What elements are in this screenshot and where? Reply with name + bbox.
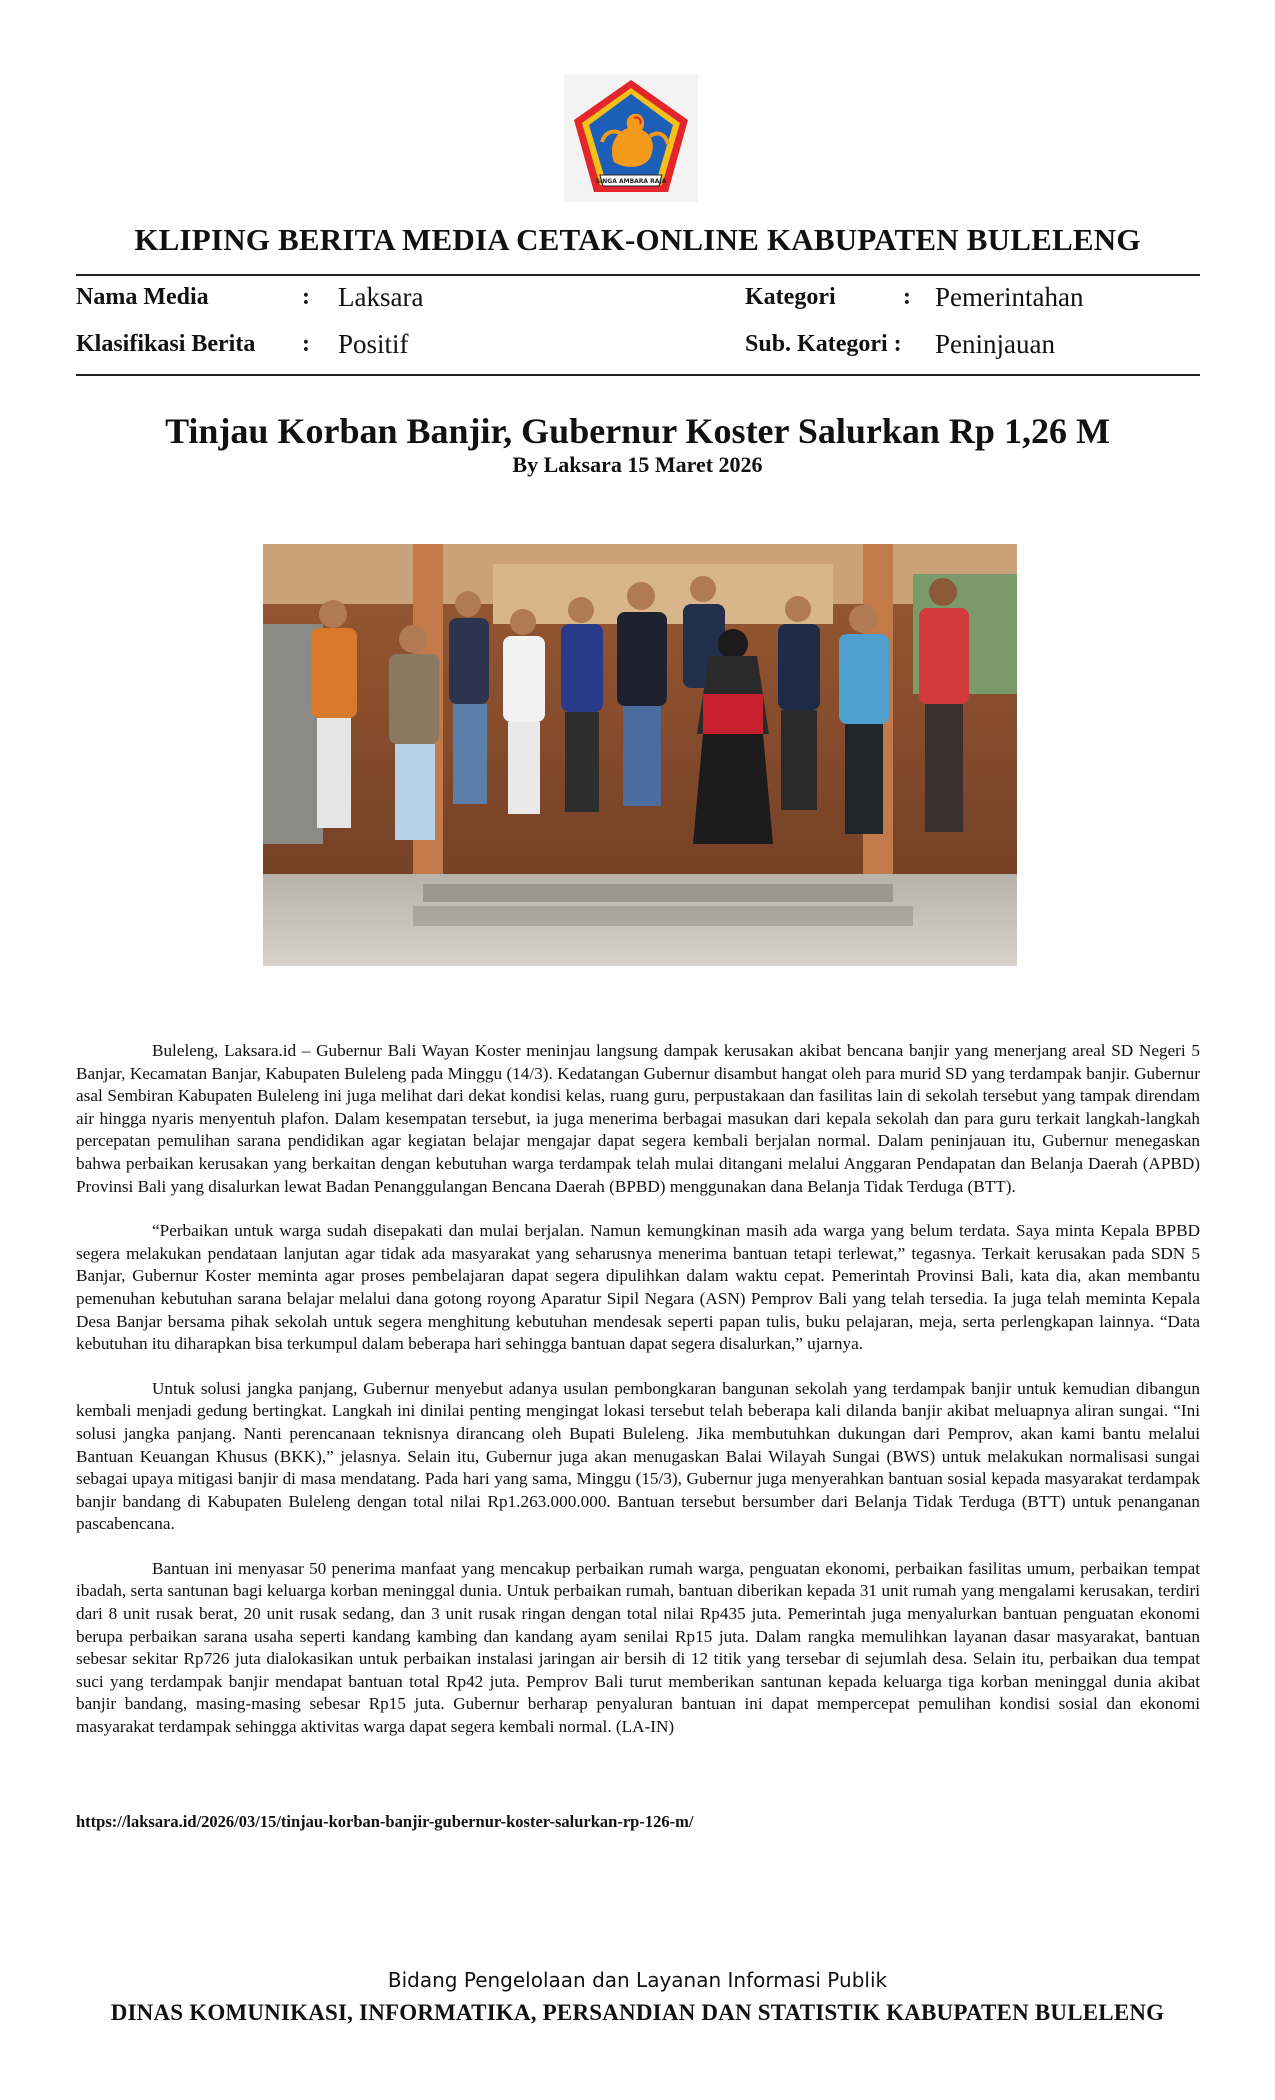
article-paragraph-3: Untuk solusi jangka panjang, Gubernur menyebut adanya usulan pembongkaran bangunan sekolah yang terdampak banjir untuk kemudian dibangun kembali menjadi gedung bertingkat. Langkah ini dinilai penting mengingat lokasi tersebut telah beberapa kali dilanda banjir akibat meluapnya aliran sungai. “Ini solusi jangka panjang. Nanti perencanaan teknisnya dirancang oleh Bupati Buleleng. Jika membutuhkan dukungan dari Pemprov, akan kami bantu melalui Bantuan Keuangan Khusus (BKK),” jelasnya. Selain itu, Gubernur juga akan menugaskan Balai Wilayah Sungai (BWS) untuk melakukan normalisasi sungai sebagai upaya mitigasi banjir di masa mendatang. Pada hari yang sama, Minggu (15/3), Gubernur juga menyerahkan bantuan sosial kepada masyarakat terdampak banjir bandang di Kabupaten Buleleng dengan total nilai Rp1.263.000.000. Bantuan tersebut bersumber dari Belanja Tidak Terduga (BTT) untuk penanganan pascabencana. (76, 1378, 1200, 1534)
article-byline: By Laksara 15 Maret 2026 (512, 452, 763, 477)
clipping-title: KLIPING BERITA MEDIA CETAK-ONLINE KABUPATEN BULELENG (134, 222, 1141, 257)
article-body (76, 1040, 1200, 1761)
media-name-colon: : (302, 284, 310, 310)
footer-department: Bidang Pengelolaan dan Layanan Informasi Publik (387, 1968, 888, 1992)
media-name-label: Nama Media (76, 284, 209, 310)
subcategory-value: Peninjauan (935, 329, 1055, 359)
category-label: Kategori (745, 284, 836, 310)
article-paragraph-4: Bantuan ini menyasar 50 penerima manfaat yang mencakup perbaikan rumah warga, penguatan ekonomi, perbaikan fasilitas umum, perbaikan tempat ibadah, serta santunan bagi keluarga korban meninggal dunia. Untuk perbaikan rumah, bantuan diberikan kepada 31 unit rumah yang mengalami kerusakan, terdiri dari 8 unit rusak berat, 20 unit rusak sedang, dan 3 unit rusak ringan dengan total nilai Rp435 juta. Pemerintah juga menyalurkan bantuan penguatan ekonomi berupa perbaikan sarana usaha seperti kandang kambing dan kandang ayam senilai Rp15 juta. Dalam rangka memulihkan layanan dasar masyarakat, bantuan sebesar sekitar Rp726 juta dialokasikan untuk perbaikan instalasi jaringan air bersih di 12 titik yang tersebar di sejumlah desa. Selain itu, perbaikan dua tempat suci yang terdampak banjir mendapat bantuan total Rp42 juta. Pemprov Bali turut memberikan santunan kepada keluarga tiga korban meninggal dunia akibat banjir bandang, masing-masing sebesar Rp15 juta. Gubernur berharap penyaluran bantuan ini dapat mempercepat pemulihan kondisi sosial dan ekonomi masyarakat terdampak sehingga aktivitas warga dapat segera kembali normal. (LA-IN) (76, 1558, 1200, 1737)
article-title: Tinjau Korban Banjir, Gubernur Koster Salurkan Rp 1,26 M (165, 411, 1110, 451)
article-paragraph-1: Buleleng, Laksara.id – Gubernur Bali Wayan Koster meninjau langsung dampak kerusakan akibat bencana banjir yang menerjang areal SD Negeri 5 Banjar, Kecamatan Banjar, Kabupaten Buleleng pada Minggu (14/3). Kedatangan Gubernur disambut hangat oleh para murid SD yang terdampak banjir. Gubernur asal Sembiran Kabupaten Buleleng ini juga melihat dari dekat kondisi kelas, ruang guru, perpustakaan dan fasilitas lain di sekolah tersebut yang tampak direndam air hingga nyaris menyentuh plafon. Dalam kesempatan tersebut, ia juga menerima berbagai masukan dari kepala sekolah dan para guru terkait langkah-langkah percepatan pemulihan sarana pendidikan agar kegiatan belajar mengajar dapat segera kembali berjalan normal. Dalam peninjauan itu, Gubernur menegaskan bahwa perbaikan kerusakan yang berkaitan dengan kebutuhan warga terdampak telah mulai ditangani melalui Anggaran Pendapatan dan Belanja Daerah (APBD) Provinsi Bali yang disalurkan lewat Badan Penanggulangan Bencana Daerah (BPBD) menggunakan dana Belanja Tidak Terduga (BTT). (76, 1041, 1200, 1196)
article-paragraph-2: “Perbaikan untuk warga sudah disepakati dan mulai berjalan. Namun kemungkinan masih ada warga yang belum terdata. Saya minta Kepala BPBD segera melakukan pendataan lanjutan agar tidak ada masyarakat yang seharusnya menerima bantuan tetapi terlewat,” tegasnya. Terkait kerusakan pada SDN 5 Banjar, Gubernur Koster meminta agar proses pembelajaran dapat segera dipulihkan dalam waktu cepat. Pemerintah Provinsi Bali, kata dia, akan membantu pemenuhan kebutuhan sarana belajar melalui dana gotong royong Aparatur Sipil Negara (ASN) Pemprov Bali yang telah tersedia. Ia juga telah meminta Kepala Desa Banjar bersama pihak sekolah untuk segera menghitung kebutuhan mendesak seperti papan tulis, buku pelajaran, meja, serta perlengkapan lainnya. “Data kebutuhan itu diharapkan bisa terkumpul dalam beberapa hari sehingga bantuan dapat segera disalurkan,” ujarnya. (76, 1221, 1200, 1354)
buleleng-emblem (564, 74, 698, 202)
media-name-value: Laksara (338, 282, 424, 312)
classification-label: Klasifikasi Berita (76, 331, 256, 357)
category-value: Pemerintahan (935, 282, 1084, 312)
source-url-link[interactable]: https://laksara.id/2026/03/15/tinjau-korban-banjir-gubernur-koster-salurkan-rp-126-m/ (76, 1812, 694, 1831)
article-photo (263, 544, 1017, 966)
header-rule-top (76, 274, 1200, 276)
emblem-motto: SINGA AMBARA RAJA (595, 178, 667, 185)
category-colon: : (903, 284, 911, 310)
classification-value: Positif (338, 329, 409, 359)
classification-colon: : (302, 331, 310, 357)
footer-agency: DINAS KOMUNIKASI, INFORMATIKA, PERSANDIAN DAN STATISTIK KABUPATEN BULELENG (110, 2000, 1165, 2025)
subcategory-label: Sub. Kategori : (745, 331, 902, 357)
header-rule-bottom (76, 374, 1200, 376)
